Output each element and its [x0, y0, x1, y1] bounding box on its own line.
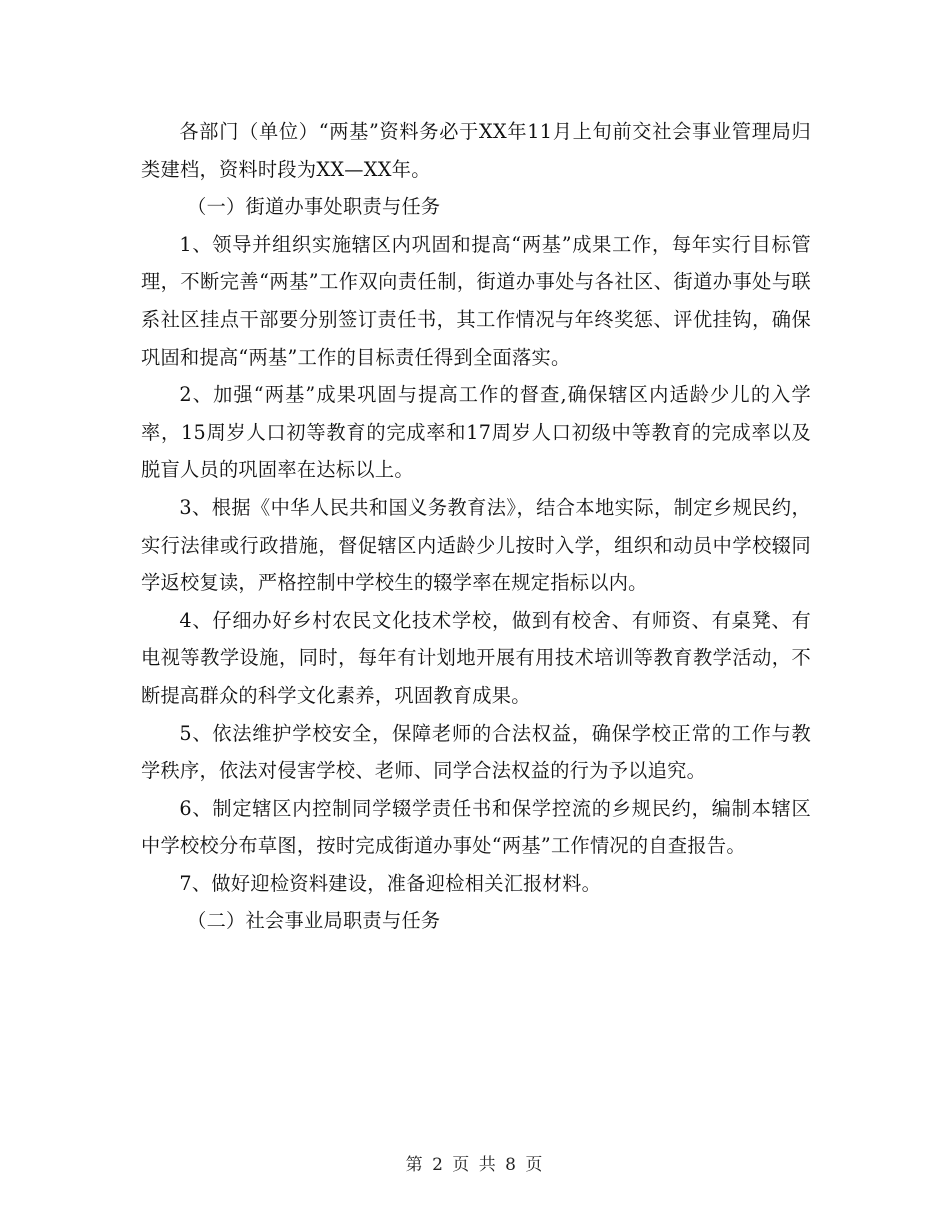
paragraph-item-4: 4、仔细办好乡村农民文化技术学校，做到有校舍、有师资、有桌凳、有电视等教学设施，同时，每年有计划地开展有用技术培训等教育教学活动，不断提高群众的科学文化素养，巩固教育成果。: [141, 608, 811, 707]
paragraph-item-5: 5、依法维护学校安全，保障老师的合法权益，确保学校正常的工作与教学秩序，依法对侵害学校、老师、同学合法权益的行为予以追究。: [141, 721, 811, 783]
page-number-footer: 第 2 页 共 8 页: [405, 1155, 545, 1175]
paragraph-item-2: 2、加强“两基”成果巩固与提高工作的督查,确保辖区内适龄少儿的入学率，15周岁人口初等教育的完成率和17周岁人口初级中等教育的完成率以及脱盲人员的巩固率在达标以上。: [141, 383, 811, 482]
paragraph-item-3: 3、根据《中华人民共和国义务教育法》，结合本地实际，制定乡规民约，实行法律或行政措施，督促辖区内适龄少儿按时入学，组织和动员中学校辍同学返校复读，严格控制中学校生的辍学率在规定指标以内。: [141, 495, 811, 595]
document-body: [141, 113, 811, 940]
paragraph-item-7: 7、做好迎检资料建设，准备迎检相关汇报材料。: [179, 871, 602, 895]
section-heading-street-office: （一）街道办事处职责与任务: [187, 195, 441, 219]
paragraph-deadline: 各部门（单位）“两基”资料务必于XX年11月上旬前交社会事业管理局归类建档，资料时段为XX—XX年。: [141, 120, 811, 181]
paragraph-item-1: 1、领导并组织实施辖区内巩固和提高“两基”成果工作，每年实行目标管理，不断完善“两基”工作双向责任制，街道办事处与各社区、街道办事处与联系社区挂点干部要分别签订责任书，其工作情况与年终奖惩、评优挂钩，确保巩固和提高“两基”工作的目标责任得到全面落实。: [141, 232, 811, 369]
paragraph-item-6: 6、制定辖区内控制同学辍学责任书和保学控流的乡规民约，编制本辖区中学校校分布草图，按时完成街道办事处“两基”工作情况的自查报告。: [141, 796, 811, 858]
section-heading-social-affairs: （二）社会事业局职责与任务: [187, 909, 441, 933]
